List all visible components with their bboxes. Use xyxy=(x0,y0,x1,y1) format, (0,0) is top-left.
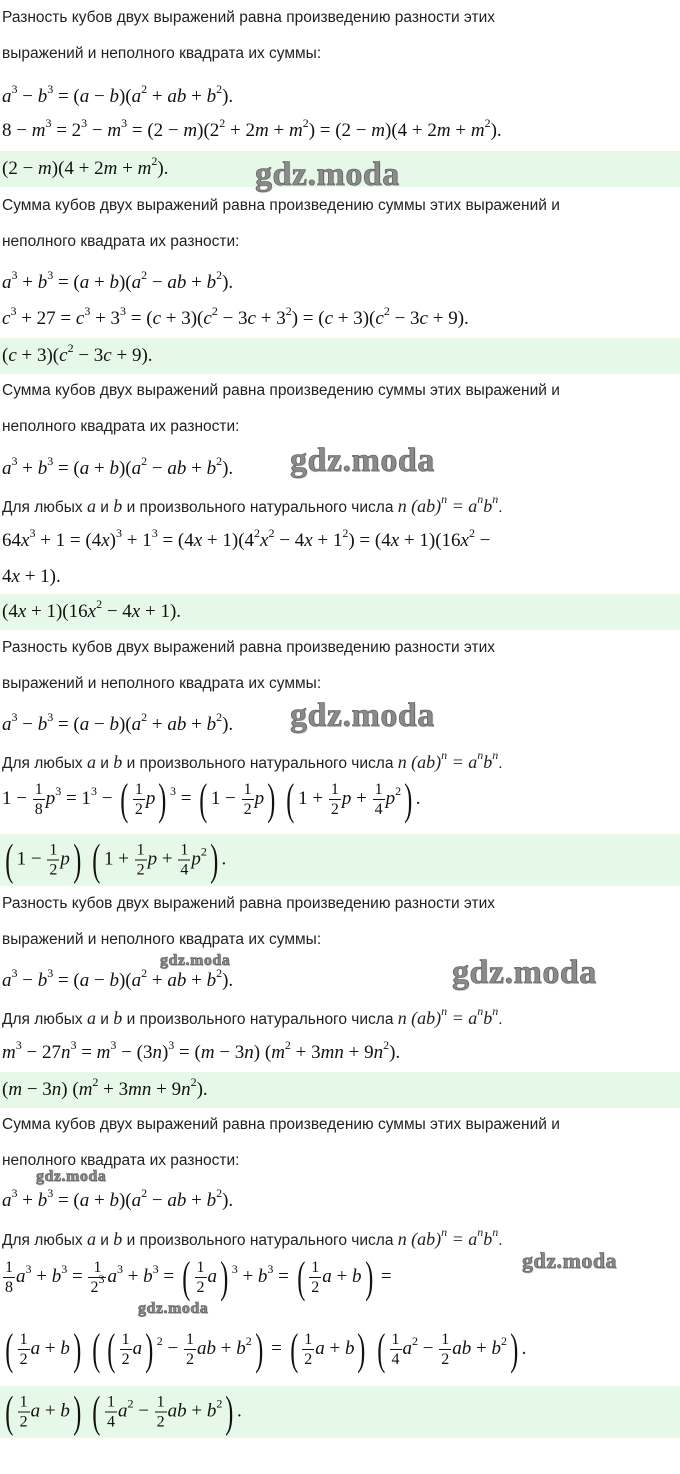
solution-step: $64x^3 + 1 = (4x)^3 + 1^3 = (4x + 1)(4^2x^2 - 4x + 1^2) = (4x + 1)(16x^2$ − xyxy=(2,526,491,551)
rule-text: выражений и неполного квадрата их суммы: xyxy=(2,931,322,948)
rule-text: Разность кубов двух выражений равна произведению разности этих xyxy=(2,895,495,912)
watermark: gdz.moda xyxy=(255,156,400,193)
rule-text: Разность кубов двух выражений равна произведению разности этих xyxy=(2,639,495,656)
answer: $(4x + 1)(16x^2 - 4x + 1)$. xyxy=(2,597,182,622)
watermark: gdz.moda xyxy=(290,442,435,479)
watermark-small: gdz.moda xyxy=(138,1300,209,1317)
rule-text: Разность кубов двух выражений равна произведению разности этих xyxy=(2,9,495,26)
formula-difference-of-cubes: $a^3 - b^3 = (a - b)(a^2$ + ab + $b^2$). xyxy=(2,710,234,735)
rule-text: выражений и неполного квадрата их суммы: xyxy=(2,45,322,62)
solution-step: $\frac{1}{8}$ $a^3 + b^3$ = $\frac{1}{2^3}$ $a^3 + b^3$ = ( $\frac{1}{2}$ a) $^3 + b^3$ = ( $\frac{1}{2}$ a + b) = xyxy=(5,1252,392,1302)
solution-step: 1 − $\frac{1}{8}$ $p^3 = 1^3$ − ( $\frac{1}{2}$ p) $^3$ = ( 1 − $\frac{1}{2}$ p) ( 1 + $\frac{1}{2}$ p + $\frac{1}{4}$ $p^2$) . xyxy=(2,774,421,824)
formula-difference-of-cubes: $a^3 - b^3 = (a - b)(a^2$ + ab + $b^2$). xyxy=(2,966,234,991)
answer-box xyxy=(0,338,680,374)
solution-step: $8 - m^3 = 2^3 - m^3 = (2 - m)(2^2 + 2m + m^2) = (2 - m)(4 + 2m + m^2)$. xyxy=(2,116,502,141)
power-rule: Для любых a и b и произвольного натурального числа n $(ab)^n = a^nb^n$. xyxy=(2,1225,503,1249)
power-rule: Для любых a и b и произвольного натурального числа n $(ab)^n = a^nb^n$. xyxy=(2,1004,503,1028)
watermark: gdz.moda xyxy=(452,954,597,991)
answer-box xyxy=(0,1386,680,1438)
rule-text: неполного квадрата их разности: xyxy=(2,233,240,250)
watermark-small: gdz.moda xyxy=(160,952,231,969)
watermark-small: gdz.moda xyxy=(36,1168,107,1185)
solution-step-continued: 4x + 1). xyxy=(2,566,61,587)
rule-text: неполного квадрата их разности: xyxy=(2,418,240,435)
answer: $(2 - m)(4 + 2m + m^2)$. xyxy=(2,154,169,179)
formula-sum-of-cubes: $a^3 + b^3 = (a + b)(a^2$ − ab + $b^2$). xyxy=(2,454,234,479)
answer: (m − 3n) $(m^2 + 3mn + 9n^2)$. xyxy=(2,1075,208,1100)
formula-difference-of-cubes: $a^3 - b^3 = (a - b)(a^2$ + ab + $b^2$). xyxy=(2,82,234,107)
rule-text: Сумма кубов двух выражений равна произведению суммы этих выражений и xyxy=(2,1116,560,1133)
answer: ( 1 − $\frac{1}{2}$ p) ( 1 + $\frac{1}{2}$ p + $\frac{1}{4}$ $p^2$) . xyxy=(5,835,227,884)
solution-step: $c^3 + 27 = c^3 + 3^3 = (c + 3)(c^2 - 3c + 3^2) = (c + 3)(c^2 - 3c + 9)$. xyxy=(2,304,469,329)
solution-step-continued: ( $\frac{1}{2}$ a + b) ( ( $\frac{1}{2}$ a) $^2$ − $\frac{1}{2}$ ab + $b^2$) = ( $\frac{1}{2}$ a + b) ( $\frac{1}{4}$ $a^2$ − $\frac{1}{2}$ ab + $b^2$) . xyxy=(5,1324,527,1374)
rule-text: Сумма кубов двух выражений равна произведению суммы этих выражений и xyxy=(2,197,560,214)
power-rule: Для любых a и b и произвольного натурального числа n $(ab)^n = a^nb^n$. xyxy=(2,492,503,516)
formula-sum-of-cubes: $a^3 + b^3 = (a + b)(a^2$ − ab + $b^2$). xyxy=(2,268,234,293)
solution-step: $m^3 - 27n^3 = m^3 - (3n)^3 = (m - 3n) (m^2 + 3mn + 9n^2)$. xyxy=(2,1038,401,1063)
rule-text: выражений и неполного квадрата их суммы: xyxy=(2,675,322,692)
answer: $(c + 3)(c^2 - 3c + 9)$. xyxy=(2,341,153,366)
rule-text: Сумма кубов двух выражений равна произведению суммы этих выражений и xyxy=(2,382,560,399)
answer-box xyxy=(0,594,680,630)
formula-sum-of-cubes: $a^3 + b^3 = (a + b)(a^2$ − ab + $b^2$). xyxy=(2,1186,234,1211)
watermark-medium: gdz.moda xyxy=(522,1248,618,1273)
answer-box xyxy=(0,1072,680,1108)
power-rule: Для любых a и b и произвольного натурального числа n $(ab)^n = a^nb^n$. xyxy=(2,748,503,772)
rule-text: неполного квадрата их разности: xyxy=(2,1152,240,1169)
answer: ( $\frac{1}{2}$ a + b) ( $\frac{1}{4}$ $a^2$ − $\frac{1}{2}$ ab + $b^2$) . xyxy=(5,1387,242,1436)
answer-box xyxy=(0,834,680,886)
watermark: gdz.moda xyxy=(290,697,435,734)
